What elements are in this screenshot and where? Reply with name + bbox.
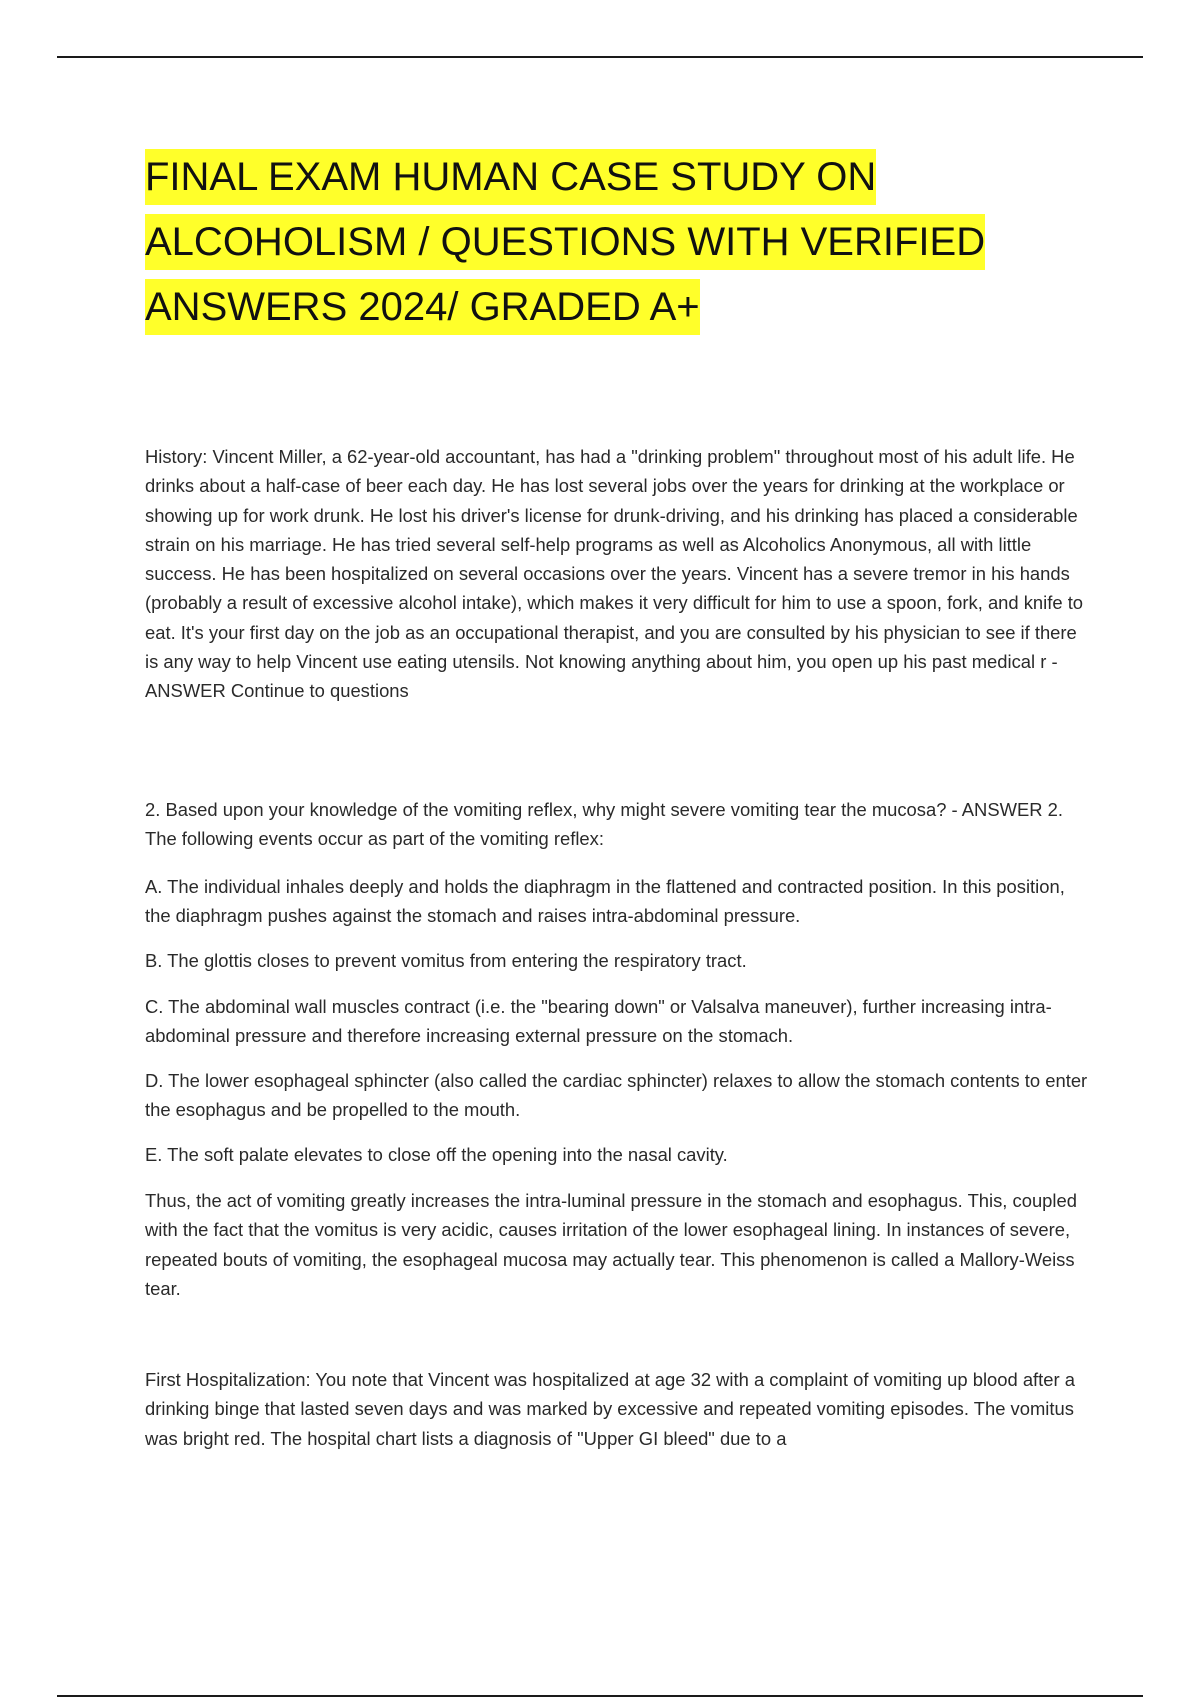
reflex-step-a: A. The individual inhales deeply and holds the diaphragm in the flattened and contracted position. In this position, the diaphragm pushes against the stomach and raises intra-abdominal pressure. <box>145 876 1065 927</box>
history-paragraph: History: Vincent Miller, a 62-year-old accountant, has had a "drinking problem" throughout most of his adult life. He drinks about a half-case of beer each day. He has lost several jobs over the years for drinking at the workplace or showing up for work drunk. He lost his driver's license for drunk-driving, and his drinking has placed a considerable strain on his marriage. He has tried several self-help programs as well as Alcoholics Anonymous, all with little success. He has been hospitalized on several occasions over the years. Vincent has a severe tremor in his hands (probably a result of excessive alcohol intake), which makes it very difficult for him to use a spoon, fork, and knife to eat. It's your first day on the job as an occupational therapist, and you are consulted by his physician to see if there is any way to help Vincent use eating utensils. Not knowing anything about him, you open up his past medical r - ANSWER Continue to questions <box>145 446 1084 702</box>
reflex-step-c: C. The abdominal wall muscles contract (i.e. the "bearing down" or Valsalva maneuver), further increasing intra-abdominal pressure and therefore increasing external pressure on the stomach. <box>145 996 1052 1047</box>
title-line-3: ANSWERS 2024/ GRADED A+ <box>145 285 700 329</box>
document-title <box>145 145 1075 340</box>
header-rule <box>57 56 1143 58</box>
reflex-step-e: E. The soft palate elevates to close off the opening into the nasal cavity. <box>145 1144 728 1165</box>
title-line-2: ALCOHOLISM / QUESTIONS WITH VERIFIED <box>145 220 986 264</box>
title-highlight <box>145 149 985 335</box>
reflex-step-d: D. The lower esophageal sphincter (also called the cardiac sphincter) relaxes to allow the stomach contents to enter the esophagus and be propelled to the mouth. <box>145 1070 1088 1121</box>
title-line-1: FINAL EXAM HUMAN CASE STUDY ON <box>145 155 877 199</box>
conclusion-paragraph: Thus, the act of vomiting greatly increases the intra-luminal pressure in the stomach and esophagus. This, coupled with the fact that the vomitus is very acidic, causes irritation of the lower esophageal lining. In instances of severe, repeated bouts of vomiting, the esophageal mucosa may actually tear. This phenomenon is called a Mallory-Weiss tear. <box>145 1190 1077 1299</box>
question-2-paragraph: 2. Based upon your knowledge of the vomiting reflex, why might severe vomiting tear the mucosa? - ANSWER 2. The following events occur as part of the vomiting reflex: <box>145 799 1063 850</box>
reflex-step-b: B. The glottis closes to prevent vomitus from entering the respiratory tract. <box>145 950 747 971</box>
footer-rule <box>57 1695 1143 1697</box>
first-hospitalization-paragraph: First Hospitalization: You note that Vincent was hospitalized at age 32 with a complaint of vomiting up blood after a drinking binge that lasted seven days and was marked by excessive and repeated vomiting episodes. The vomitus was bright red. The hospital chart lists a diagnosis of "Upper GI bleed" due to a <box>145 1369 1075 1449</box>
